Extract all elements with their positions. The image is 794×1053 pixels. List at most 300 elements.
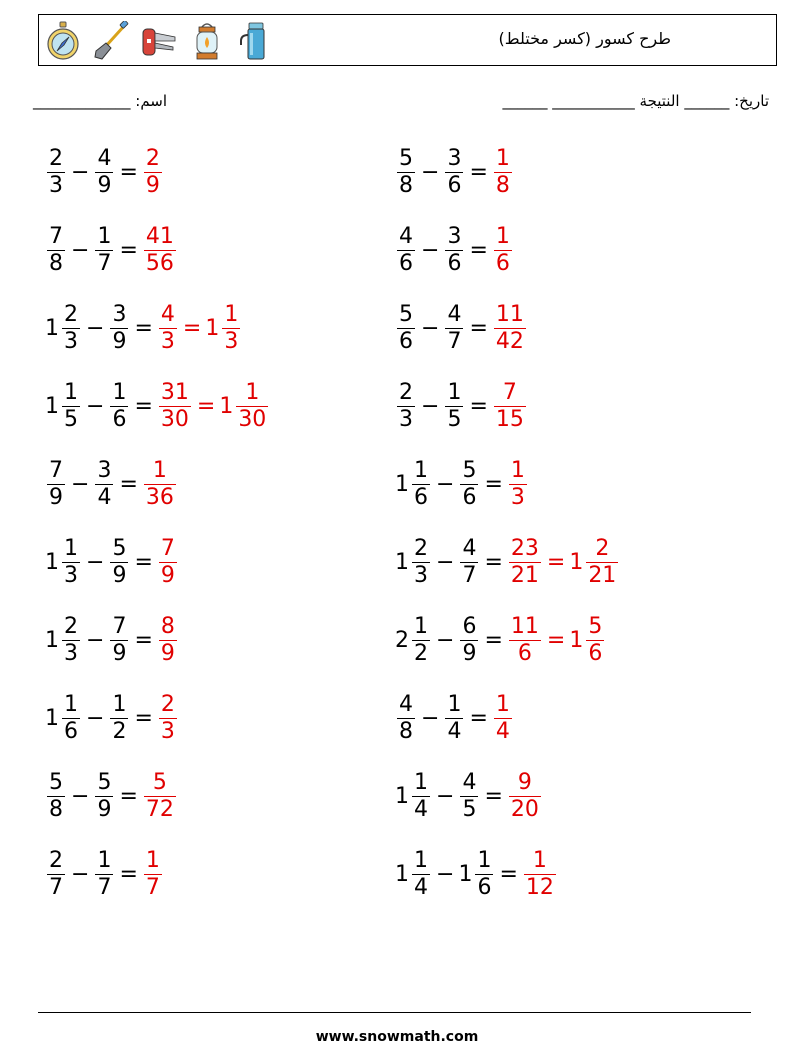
- thermos-icon: [237, 21, 273, 61]
- header-icons: [45, 21, 273, 61]
- subtrahend-fraction: [460, 535, 478, 588]
- answer-whole: 1: [569, 627, 584, 653]
- minuend-number: [45, 535, 82, 588]
- minuend-fraction: [397, 223, 415, 276]
- subtrahend-fraction: [95, 223, 113, 276]
- minuend-numerator: 1: [64, 535, 78, 561]
- subtrahend-numerator: 3: [112, 301, 127, 327]
- subtrahend-number: [93, 223, 115, 276]
- minuend-fraction: [62, 691, 80, 744]
- answer-fraction: [494, 691, 512, 744]
- answer-fraction: [586, 613, 604, 666]
- problem-item: [395, 766, 543, 826]
- subtrahend-numerator: 1: [447, 379, 462, 405]
- answer-denominator: 30: [160, 406, 189, 432]
- subtrahend-denominator: 6: [447, 250, 462, 276]
- minuend-fraction: [62, 613, 80, 666]
- answer-numerator: 8: [160, 613, 175, 639]
- answer-number: [492, 145, 514, 198]
- answer-denominator: 12: [525, 874, 554, 900]
- answer: [492, 691, 514, 744]
- subtrahend-numerator: 5: [462, 457, 477, 483]
- problem-item: [395, 142, 514, 202]
- answer-equals-sign: =: [546, 549, 566, 575]
- answer: [492, 223, 514, 276]
- answer: [157, 301, 242, 354]
- answer-number: [205, 301, 242, 354]
- minuend-numerator: 1: [414, 457, 428, 483]
- answer-fraction: [144, 847, 162, 900]
- problem-item: [395, 298, 528, 358]
- answer-whole: 1: [569, 549, 584, 575]
- answer-denominator: 15: [495, 406, 524, 432]
- minuend-denominator: 8: [399, 718, 413, 744]
- subtrahend-number: [443, 379, 465, 432]
- minuend-denominator: 8: [49, 250, 63, 276]
- subtrahend-numerator: 4: [447, 301, 462, 327]
- answer-numerator: 1: [152, 457, 167, 483]
- answer: [492, 379, 528, 432]
- subtrahend-numerator: 1: [477, 847, 492, 873]
- answer-number: [507, 457, 529, 510]
- subtrahend-denominator: 9: [97, 796, 112, 822]
- subtrahend-denominator: 6: [462, 484, 477, 510]
- minuend-fraction: [62, 379, 80, 432]
- subtrahend-numerator: 3: [447, 145, 462, 171]
- subtrahend-denominator: 9: [97, 172, 112, 198]
- subtrahend-fraction: [445, 691, 463, 744]
- answer: [157, 535, 179, 588]
- minus-sign: −: [71, 471, 90, 497]
- minuend-numerator: 2: [49, 145, 63, 171]
- subtrahend-fraction: [475, 847, 493, 900]
- lantern-icon: [189, 21, 225, 61]
- answer-whole: 1: [219, 393, 234, 419]
- answer: [507, 613, 606, 666]
- problem-item: [395, 376, 528, 436]
- minuend-numerator: 4: [399, 223, 413, 249]
- worksheet-header: [38, 14, 777, 66]
- answer: [507, 535, 620, 588]
- minuend-numerator: 5: [49, 769, 63, 795]
- minuend-number: [395, 691, 417, 744]
- answer-fraction: [494, 301, 526, 354]
- subtrahend-denominator: 6: [447, 172, 462, 198]
- answer-number: [142, 769, 178, 822]
- subtrahend-numerator: 1: [97, 223, 112, 249]
- equals-sign: =: [134, 549, 153, 575]
- problem-item: [395, 532, 620, 592]
- subtrahend-denominator: 5: [462, 796, 477, 822]
- minuend-fraction: [412, 847, 430, 900]
- minuend-numerator: 7: [49, 457, 63, 483]
- minus-sign: −: [436, 471, 455, 497]
- problem-item: [395, 454, 529, 514]
- answer-numerator: 1: [145, 847, 160, 873]
- problem-item: [45, 844, 164, 904]
- subtrahend-number: [443, 691, 465, 744]
- minus-sign: −: [71, 861, 90, 887]
- answer-equals-sign: =: [546, 627, 566, 653]
- minuend-denominator: 3: [414, 562, 428, 588]
- minuend-denominator: 8: [399, 172, 413, 198]
- minuend-number: [395, 847, 432, 900]
- subtrahend-number: [93, 769, 115, 822]
- minuend-whole: 1: [45, 705, 59, 731]
- minus-sign: −: [71, 237, 90, 263]
- answer-number: [157, 379, 193, 432]
- problem-item: [395, 844, 558, 904]
- subtrahend-denominator: 6: [112, 406, 127, 432]
- answer: [507, 457, 529, 510]
- minuend-numerator: 1: [414, 769, 428, 795]
- answer-number: [507, 613, 543, 666]
- minus-sign: −: [71, 783, 90, 809]
- answer-number: [569, 613, 606, 666]
- subtrahend-fraction: [460, 769, 478, 822]
- minuend-denominator: 5: [64, 406, 78, 432]
- answer-fraction: [509, 613, 541, 666]
- minuend-numerator: 1: [64, 691, 78, 717]
- worksheet-title: طرح كسور (كسر مختلط): [498, 29, 671, 48]
- answer-equals-sign: =: [182, 315, 202, 341]
- minuend-whole: 1: [395, 783, 409, 809]
- answer: [522, 847, 558, 900]
- subtrahend-fraction: [445, 379, 463, 432]
- minuend-number: [45, 613, 82, 666]
- answer: [142, 223, 178, 276]
- subtrahend-denominator: 9: [112, 640, 127, 666]
- minuend-number: [395, 145, 417, 198]
- minuend-denominator: 4: [414, 796, 428, 822]
- minuend-number: [45, 379, 82, 432]
- minuend-number: [395, 613, 432, 666]
- equals-sign: =: [484, 549, 503, 575]
- answer-denominator: 56: [145, 250, 174, 276]
- answer-numerator: 11: [495, 301, 524, 327]
- subtrahend-fraction: [110, 301, 128, 354]
- minuend-denominator: 9: [49, 484, 63, 510]
- minus-sign: −: [421, 315, 440, 341]
- answer-denominator: 3: [160, 718, 175, 744]
- minuend-number: [395, 457, 432, 510]
- answer: [492, 145, 514, 198]
- subtrahend-fraction: [110, 613, 128, 666]
- answer: [142, 457, 178, 510]
- answer-fraction: [494, 223, 512, 276]
- equals-sign: =: [484, 471, 503, 497]
- minuend-fraction: [412, 457, 430, 510]
- subtrahend-number: [108, 301, 130, 354]
- subtrahend-numerator: 3: [97, 457, 112, 483]
- minus-sign: −: [436, 783, 455, 809]
- answer-fraction: [144, 457, 176, 510]
- problem-item: [45, 220, 178, 280]
- answer-denominator: 8: [495, 172, 510, 198]
- answer-numerator: 1: [495, 691, 510, 717]
- subtrahend-numerator: 4: [462, 769, 477, 795]
- equals-sign: =: [499, 861, 518, 887]
- answer-denominator: 3: [160, 328, 175, 354]
- problem-item: [395, 220, 514, 280]
- minuend-numerator: 1: [64, 379, 78, 405]
- problem-item: [45, 766, 178, 826]
- minus-sign: −: [86, 315, 105, 341]
- subtrahend-number: [108, 691, 130, 744]
- subtrahend-number: [458, 457, 480, 510]
- minuend-number: [45, 301, 82, 354]
- subtrahend-number: [458, 613, 480, 666]
- subtrahend-fraction: [445, 301, 463, 354]
- minuend-number: [395, 301, 417, 354]
- subtrahend-numerator: 4: [97, 145, 112, 171]
- answer-denominator: 20: [510, 796, 539, 822]
- problem-item: [395, 688, 514, 748]
- answer-numerator: 31: [160, 379, 189, 405]
- subtrahend-number: [108, 379, 130, 432]
- subtrahend-numerator: 1: [97, 847, 112, 873]
- answer-number: [157, 301, 179, 354]
- minuend-denominator: 2: [414, 640, 428, 666]
- answer-numerator: 7: [160, 535, 175, 561]
- minuend-whole: 1: [395, 861, 409, 887]
- minus-sign: −: [421, 393, 440, 419]
- minuend-fraction: [47, 223, 65, 276]
- subtrahend-number: [443, 223, 465, 276]
- minuend-numerator: 2: [64, 301, 78, 327]
- minuend-fraction: [397, 691, 415, 744]
- equals-sign: =: [134, 705, 153, 731]
- answer-numerator: 4: [160, 301, 175, 327]
- minuend-whole: 1: [395, 549, 409, 575]
- answer-numerator: 1: [245, 379, 260, 405]
- answer-denominator: 6: [517, 640, 532, 666]
- answer: [142, 847, 164, 900]
- answer-numerator: 1: [495, 145, 510, 171]
- minus-sign: −: [71, 159, 90, 185]
- minus-sign: −: [86, 393, 105, 419]
- subtrahend-number: [458, 535, 480, 588]
- subtrahend-denominator: 4: [97, 484, 112, 510]
- minuend-number: [45, 847, 67, 900]
- minuend-fraction: [412, 769, 430, 822]
- answer-equals-sign: =: [196, 393, 216, 419]
- answer-number: [492, 691, 514, 744]
- answer-fraction: [509, 769, 541, 822]
- answer-fraction: [524, 847, 556, 900]
- answer-fraction: [586, 535, 618, 588]
- footer-divider: [38, 1012, 751, 1013]
- minuend-denominator: 3: [64, 328, 78, 354]
- subtrahend-numerator: 4: [462, 535, 477, 561]
- answer-number: [522, 847, 558, 900]
- minuend-fraction: [47, 769, 65, 822]
- minuend-number: [45, 223, 67, 276]
- answer-numerator: 23: [510, 535, 539, 561]
- answer-denominator: 21: [588, 562, 617, 588]
- minuend-number: [45, 457, 67, 510]
- equals-sign: =: [469, 237, 488, 263]
- minuend-whole: 1: [45, 393, 59, 419]
- subtrahend-fraction: [95, 457, 113, 510]
- minuend-number: [45, 691, 82, 744]
- minuend-number: [395, 379, 417, 432]
- answer-numerator: 1: [224, 301, 239, 327]
- minuend-numerator: 2: [399, 379, 413, 405]
- answer-numerator: 1: [495, 223, 510, 249]
- subtrahend-fraction: [460, 613, 478, 666]
- answer-fraction: [222, 301, 240, 354]
- answer: [157, 613, 179, 666]
- minuend-number: [395, 535, 432, 588]
- problem-item: [45, 532, 179, 592]
- subtrahend-denominator: 2: [112, 718, 127, 744]
- answer-numerator: 41: [145, 223, 174, 249]
- pocket-knife-icon: [141, 21, 177, 61]
- subtrahend-numerator: 5: [112, 535, 127, 561]
- minuend-denominator: 3: [49, 172, 63, 198]
- answer-fraction: [144, 223, 176, 276]
- answer-denominator: 30: [238, 406, 267, 432]
- answer-fraction: [159, 301, 177, 354]
- minuend-denominator: 3: [399, 406, 413, 432]
- equals-sign: =: [134, 315, 153, 341]
- problem-item: [45, 454, 178, 514]
- answer-fraction: [159, 379, 191, 432]
- answer-whole: 1: [205, 315, 220, 341]
- answer-number: [142, 457, 178, 510]
- subtrahend-numerator: 3: [447, 223, 462, 249]
- answer-fraction: [159, 613, 177, 666]
- answer-numerator: 1: [510, 457, 525, 483]
- minuend-numerator: 2: [414, 535, 428, 561]
- problem-item: [45, 688, 179, 748]
- answer-denominator: 3: [224, 328, 239, 354]
- answer-fraction: [509, 535, 541, 588]
- minuend-denominator: 6: [399, 250, 413, 276]
- minuend-fraction: [412, 613, 430, 666]
- subtrahend-denominator: 5: [447, 406, 462, 432]
- answer-numerator: 5: [152, 769, 167, 795]
- minuend-fraction: [397, 379, 415, 432]
- minus-sign: −: [436, 861, 455, 887]
- minus-sign: −: [421, 159, 440, 185]
- answer-denominator: 3: [510, 484, 525, 510]
- answer-numerator: 2: [145, 145, 160, 171]
- answer-denominator: 21: [510, 562, 539, 588]
- minuend-numerator: 5: [399, 145, 413, 171]
- answer-numerator: 2: [595, 535, 610, 561]
- equals-sign: =: [469, 393, 488, 419]
- minuend-fraction: [397, 301, 415, 354]
- equals-sign: =: [119, 861, 138, 887]
- subtrahend-fraction: [95, 847, 113, 900]
- answer: [142, 769, 178, 822]
- answer-fraction: [144, 769, 176, 822]
- problem-item: [45, 142, 164, 202]
- subtrahend-number: [458, 847, 495, 900]
- minuend-whole: 1: [45, 315, 59, 341]
- answer-fraction: [144, 145, 162, 198]
- answer-number: [492, 379, 528, 432]
- answer-number: [507, 535, 543, 588]
- subtrahend-fraction: [445, 223, 463, 276]
- answer-number: [219, 379, 270, 432]
- equals-sign: =: [134, 627, 153, 653]
- minuend-number: [45, 145, 67, 198]
- answer-denominator: 4: [495, 718, 510, 744]
- compass-icon: [45, 21, 81, 61]
- equals-sign: =: [484, 627, 503, 653]
- answer-numerator: 5: [588, 613, 603, 639]
- answer: [492, 301, 528, 354]
- minuend-denominator: 8: [49, 796, 63, 822]
- minus-sign: −: [86, 705, 105, 731]
- subtrahend-fraction: [110, 379, 128, 432]
- minuend-denominator: 6: [399, 328, 413, 354]
- minuend-fraction: [62, 301, 80, 354]
- minuend-denominator: 3: [64, 640, 78, 666]
- minuend-fraction: [47, 145, 65, 198]
- minus-sign: −: [421, 705, 440, 731]
- minuend-denominator: 7: [49, 874, 63, 900]
- subtrahend-number: [443, 301, 465, 354]
- subtrahend-fraction: [110, 535, 128, 588]
- minuend-numerator: 7: [49, 223, 63, 249]
- minus-sign: −: [421, 237, 440, 263]
- answer-numerator: 2: [160, 691, 175, 717]
- minuend-whole: 2: [395, 627, 409, 653]
- minus-sign: −: [86, 627, 105, 653]
- minuend-denominator: 6: [414, 484, 428, 510]
- minuend-numerator: 1: [414, 847, 428, 873]
- subtrahend-denominator: 4: [447, 718, 462, 744]
- subtrahend-denominator: 6: [477, 874, 492, 900]
- answer-number: [492, 301, 528, 354]
- minuend-whole: 1: [45, 549, 59, 575]
- subtrahend-whole: 1: [458, 861, 473, 887]
- answer-fraction: [509, 457, 527, 510]
- problem-item: [45, 376, 270, 436]
- minuend-number: [395, 769, 432, 822]
- minuend-denominator: 3: [64, 562, 78, 588]
- equals-sign: =: [134, 393, 153, 419]
- answer-fraction: [236, 379, 268, 432]
- minuend-whole: 1: [395, 471, 409, 497]
- subtrahend-numerator: 1: [112, 379, 127, 405]
- minuend-fraction: [47, 847, 65, 900]
- answer-number: [142, 223, 178, 276]
- answer-numerator: 7: [502, 379, 517, 405]
- answer-fraction: [494, 145, 512, 198]
- answer-number: [492, 223, 514, 276]
- date-result-field-label: تاريخ: ______ النتيجة ___________ ______: [502, 92, 769, 110]
- answer-number: [157, 613, 179, 666]
- subtrahend-number: [93, 145, 115, 198]
- subtrahend-denominator: 9: [112, 328, 127, 354]
- subtrahend-denominator: 9: [462, 640, 477, 666]
- answer-denominator: 6: [588, 640, 603, 666]
- answer-denominator: 36: [145, 484, 174, 510]
- subtrahend-denominator: 7: [447, 328, 462, 354]
- minuend-fraction: [412, 535, 430, 588]
- equals-sign: =: [469, 705, 488, 731]
- subtrahend-numerator: 5: [97, 769, 112, 795]
- shovel-icon: [93, 21, 129, 61]
- footer-url: www.snowmath.com: [315, 1029, 479, 1045]
- answer-number: [157, 535, 179, 588]
- minuend-numerator: 5: [399, 301, 413, 327]
